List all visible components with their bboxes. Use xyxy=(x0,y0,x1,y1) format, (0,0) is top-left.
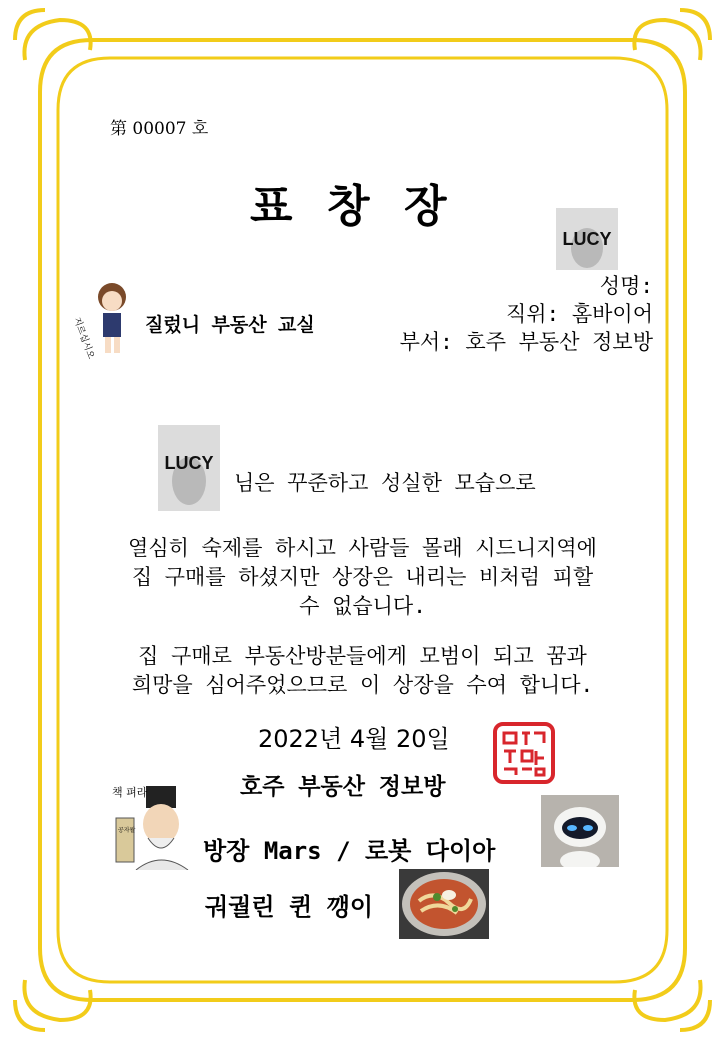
body-line-3: 집 구매를 하셨지만 상장은 내리는 비처럼 피할 xyxy=(131,565,594,589)
body-line-4: 수 없습니다. xyxy=(299,594,426,618)
signer-line-1: 방장 Mars / 로봇 다이아 xyxy=(203,837,496,865)
noodle-bowl-image xyxy=(399,869,489,939)
recipient-position: 직위: 홈바이어 xyxy=(505,302,653,326)
signer-line-2: 궈궐린 퀸 깽이 xyxy=(205,893,374,921)
lucy-poster-image-2 xyxy=(158,425,220,511)
scholar-book-label: 공자왈 xyxy=(118,827,136,834)
body-line-6: 희망을 심어주었으므로 이 상장을 수여 합니다. xyxy=(131,673,594,697)
anime-character-image xyxy=(70,275,144,361)
recipient-department: 부서: 호주 부동산 정보방 xyxy=(399,330,653,354)
character-caption: 지르십시오 xyxy=(71,316,96,361)
award-date: 2022년 4월 20일 xyxy=(258,725,450,753)
lucy-poster-title-2: LUCY xyxy=(164,453,214,473)
recipient-name-label: 성명: xyxy=(599,274,653,298)
certificate-number: 第 00007 호 xyxy=(110,119,209,139)
organization-name: 질렀니 부동산 교실 xyxy=(145,314,315,336)
lucy-poster-image xyxy=(556,208,618,270)
robot-image xyxy=(541,795,619,867)
issuer-name: 호주 부동산 정보방 xyxy=(240,774,446,800)
body-line-1: 님은 꾸준하고 성실한 모습으로 xyxy=(234,471,536,495)
body-line-5: 집 구매로 부동산방분들에게 모범이 되고 꿈과 xyxy=(138,644,587,668)
scholar-cartoon-image xyxy=(108,780,194,870)
scholar-caption: 책 펴라 xyxy=(112,786,148,799)
body-line-2: 열심히 숙제를 하시고 사람들 몰래 시드니지역에 xyxy=(128,536,597,560)
official-seal-stamp xyxy=(492,721,556,785)
certificate-title: 표 창 장 xyxy=(250,181,451,232)
lucy-poster-title: LUCY xyxy=(562,229,612,249)
